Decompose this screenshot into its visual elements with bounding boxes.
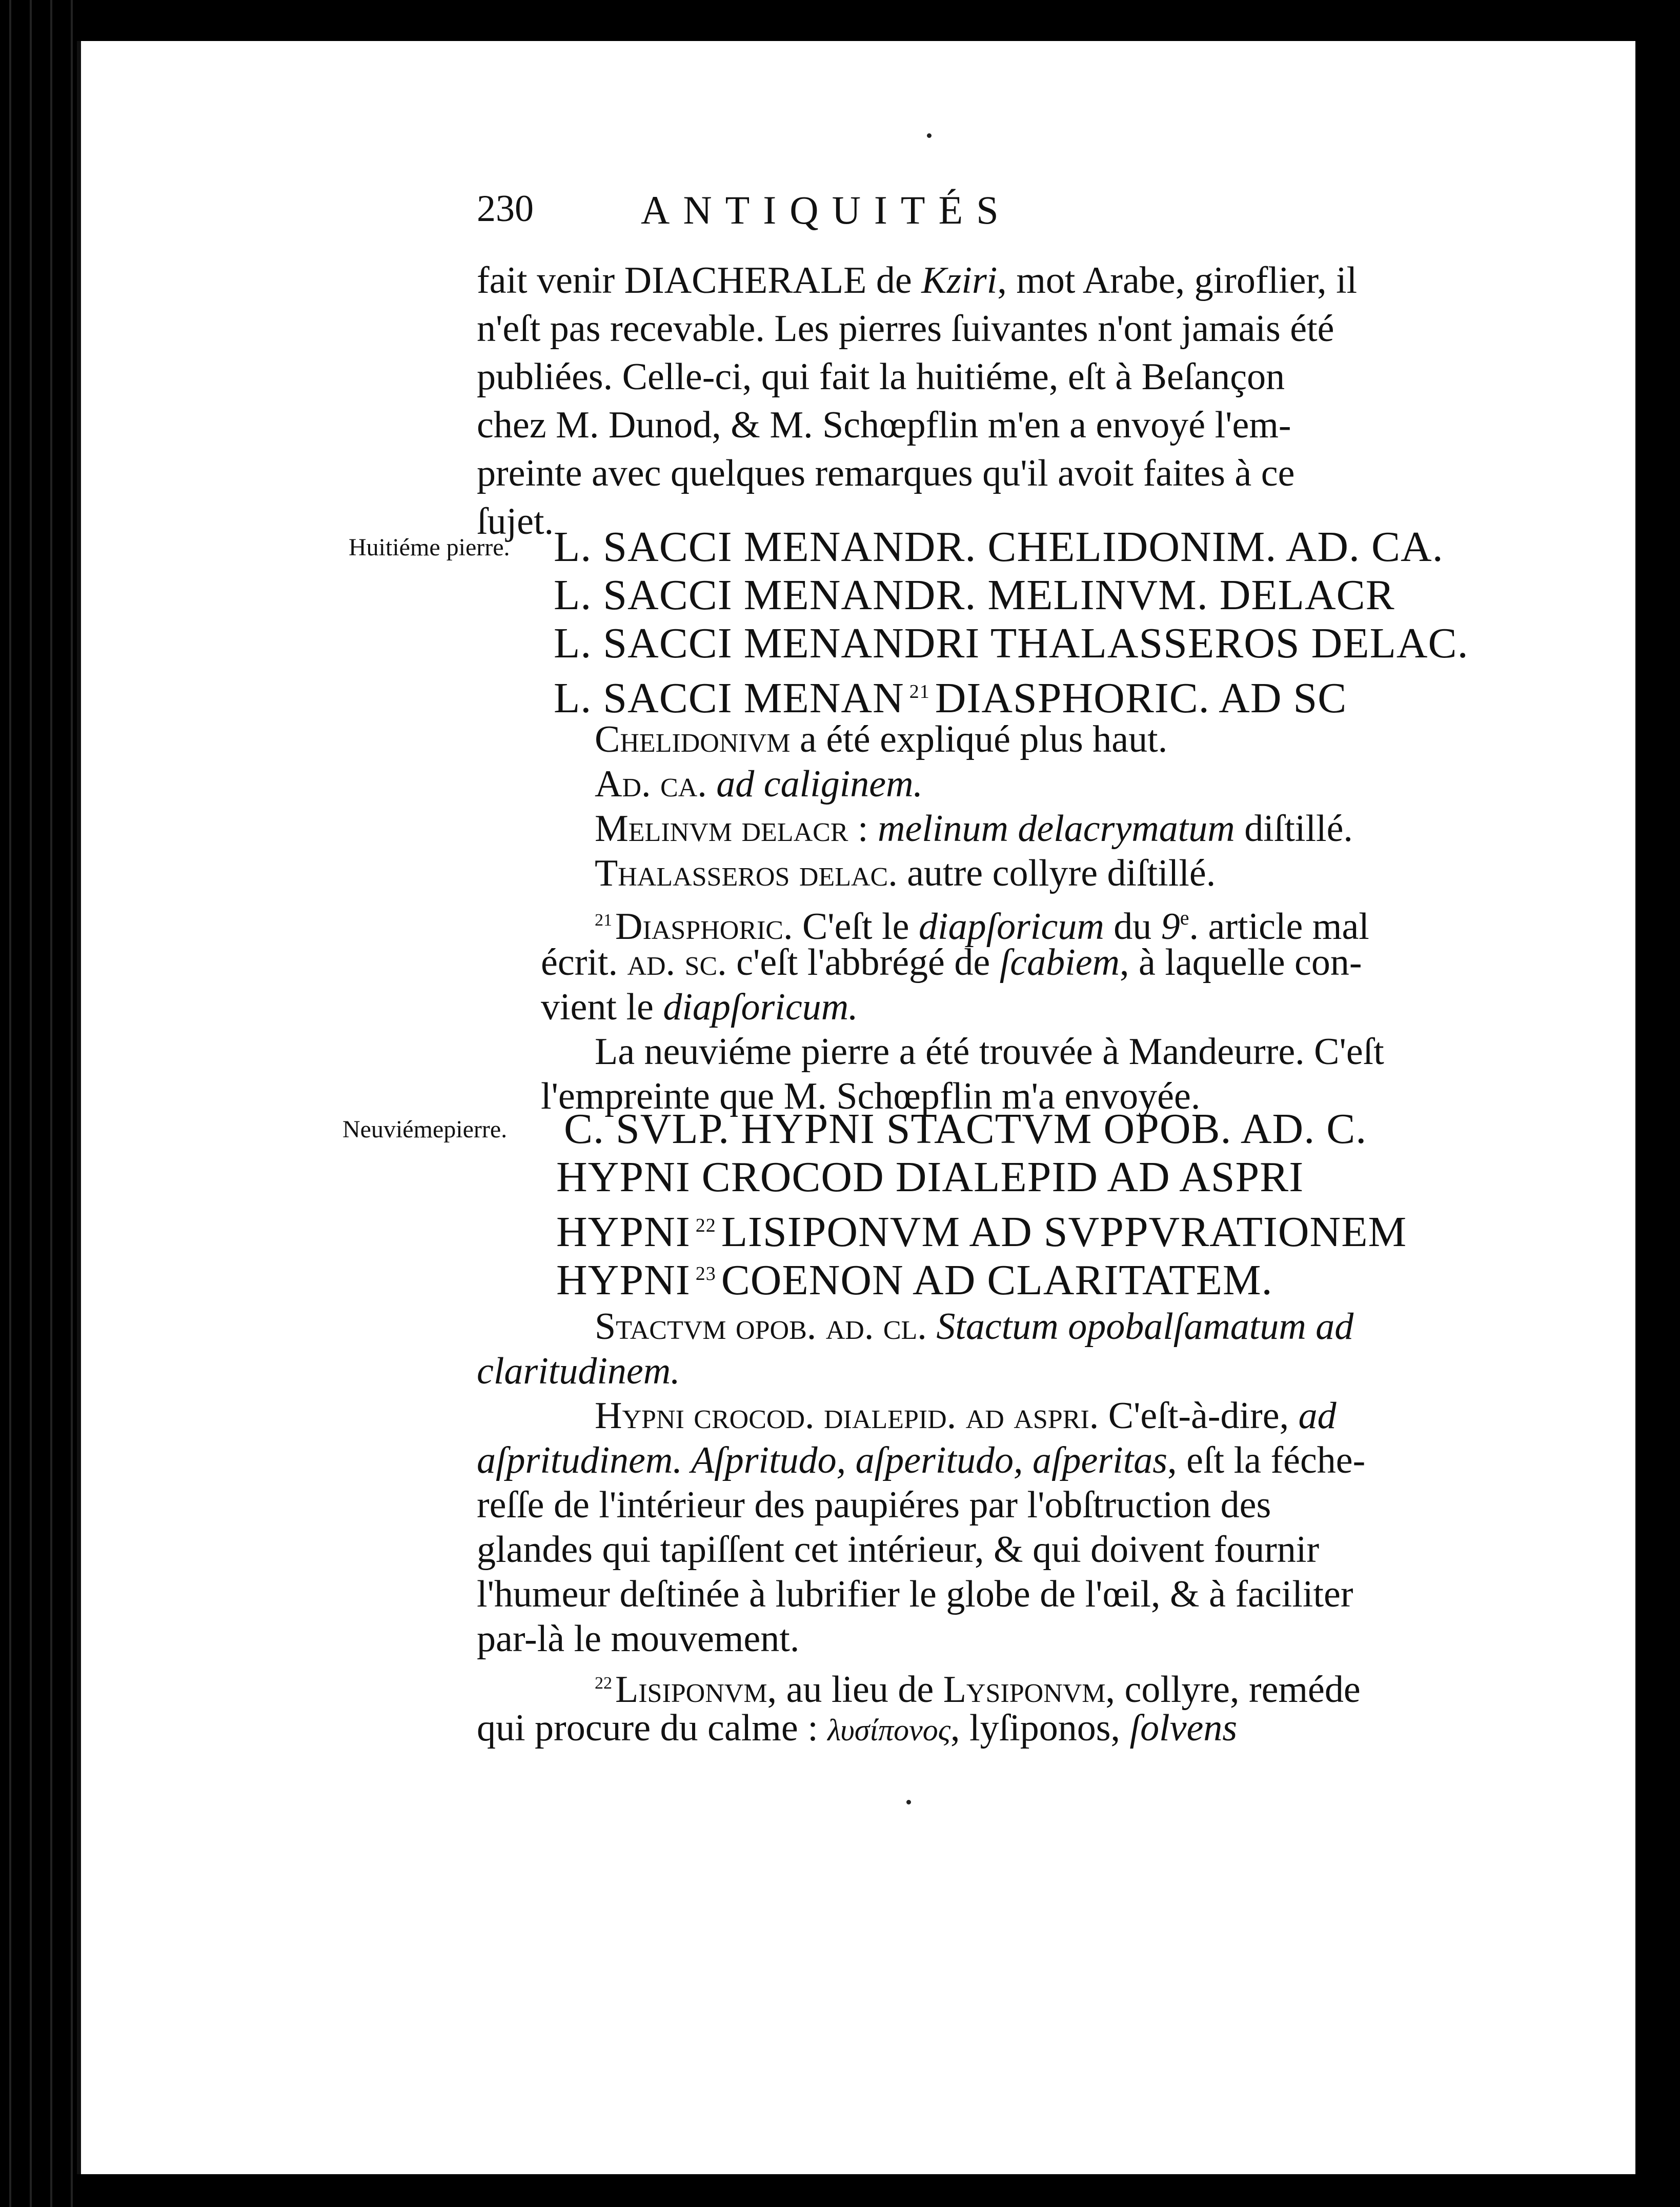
note-line: qui procure du calme : λυσίπονος, lyſiponos, ſolvens — [477, 1707, 1238, 1749]
inscription-line: HYPNI CROCOD DIALEPID AD ASPRI — [556, 1153, 1304, 1201]
note-line: Chelidonivm a été expliqué plus haut. — [595, 718, 1168, 760]
body-line: preinte avec quelques remarques qu'il avoit faites à ce — [477, 452, 1295, 494]
inscription-line: L. SACCI MENANDRI THALASSEROS DELAC. — [554, 619, 1469, 667]
note-line: par-là le mouvement. — [477, 1618, 800, 1660]
note-line: vient le diapſoricum. — [541, 986, 858, 1028]
note-line: aſpritudinem. Aſpritudo, aſperitudo, aſperitas, eſt la féche- — [477, 1439, 1366, 1481]
page-number: 230 — [477, 188, 534, 230]
note-line: Stactvm opob. ad. cl. Stactum opobalſamatum ad — [595, 1306, 1354, 1348]
note-line: $^{22}$Lisiponvm, au lieu de Lysiponvm, collyre, reméde — [595, 1669, 1361, 1711]
note-line: Hypni crocod. dialepid. ad aspri. C'eſt-à-dire, ad — [595, 1395, 1337, 1437]
page-header — [477, 172, 1230, 238]
margin-label: Neuviémepierre. — [342, 1116, 508, 1143]
speck — [927, 133, 932, 138]
body-line: fait venir DIACHERALE de Kziri, mot Arabe, giroflier, il — [477, 259, 1358, 302]
inscription-line: C. SVLP. HYPNI STACTVM OPOB. AD. C. — [564, 1105, 1367, 1153]
book-edge — [0, 0, 77, 2207]
note-line: reſſe de l'intérieur des paupiéres par l'obſtruction des — [477, 1484, 1271, 1526]
note-line: claritudinem. — [477, 1350, 680, 1392]
body-line: ſujet. — [477, 500, 554, 543]
note-line: écrit. ad. sc. c'eſt l'abbrégé de ſcabiem, à laquelle con- — [541, 941, 1362, 984]
body-line: La neuviéme pierre a été trouvée à Mandeurre. C'eſt — [595, 1031, 1384, 1073]
running-title: ANTIQUITÉS — [641, 188, 1012, 232]
note-line: Thalasseros delac. autre collyre diſtillé. — [595, 852, 1216, 894]
body-line: n'eſt pas recevable. Les pierres ſuivantes n'ont jamais été — [477, 308, 1334, 350]
body-line: l'empreinte que M. Schœpflin m'a envoyée. — [541, 1075, 1201, 1117]
speck — [906, 1800, 911, 1804]
body-line: chez M. Dunod, & M. Schœpflin m'en a envoyé l'em- — [477, 404, 1291, 446]
inscription-line: L. SACCI MENANDR. MELINVM. DELACR — [554, 571, 1395, 619]
inscription-line: L. SACCI MENANDR. CHELIDONIM. AD. CA. — [554, 523, 1444, 571]
note-line: Ad. ca. ad caliginem. — [595, 763, 923, 805]
inscription-line: L. SACCI MENAN $^{21}$ DIASPHORIC. AD SC — [554, 674, 1347, 722]
body-line: publiées. Celle-ci, qui fait la huitiéme, eſt à Beſançon — [477, 356, 1285, 398]
note-line: l'humeur deſtinée à lubrifier le globe de l'œil, & à faciliter — [477, 1573, 1353, 1615]
inscription-line: HYPNI $^{22}$ LISIPONVM AD SVPPVRATIONEM — [556, 1208, 1407, 1256]
note-line: Melinvm delacr : melinum delacrymatum diſtillé. — [595, 808, 1353, 850]
inscription-line: HYPNI $^{23}$ COENON AD CLARITATEM. — [556, 1256, 1273, 1304]
margin-label: Huitiéme pierre. — [349, 534, 510, 561]
note-line: $^{21}$Diasphoric. C'eſt le diapſoricum du 9e. article mal — [595, 906, 1369, 948]
note-line: glandes qui tapiſſent cet intérieur, & qui doivent fournir — [477, 1529, 1320, 1571]
